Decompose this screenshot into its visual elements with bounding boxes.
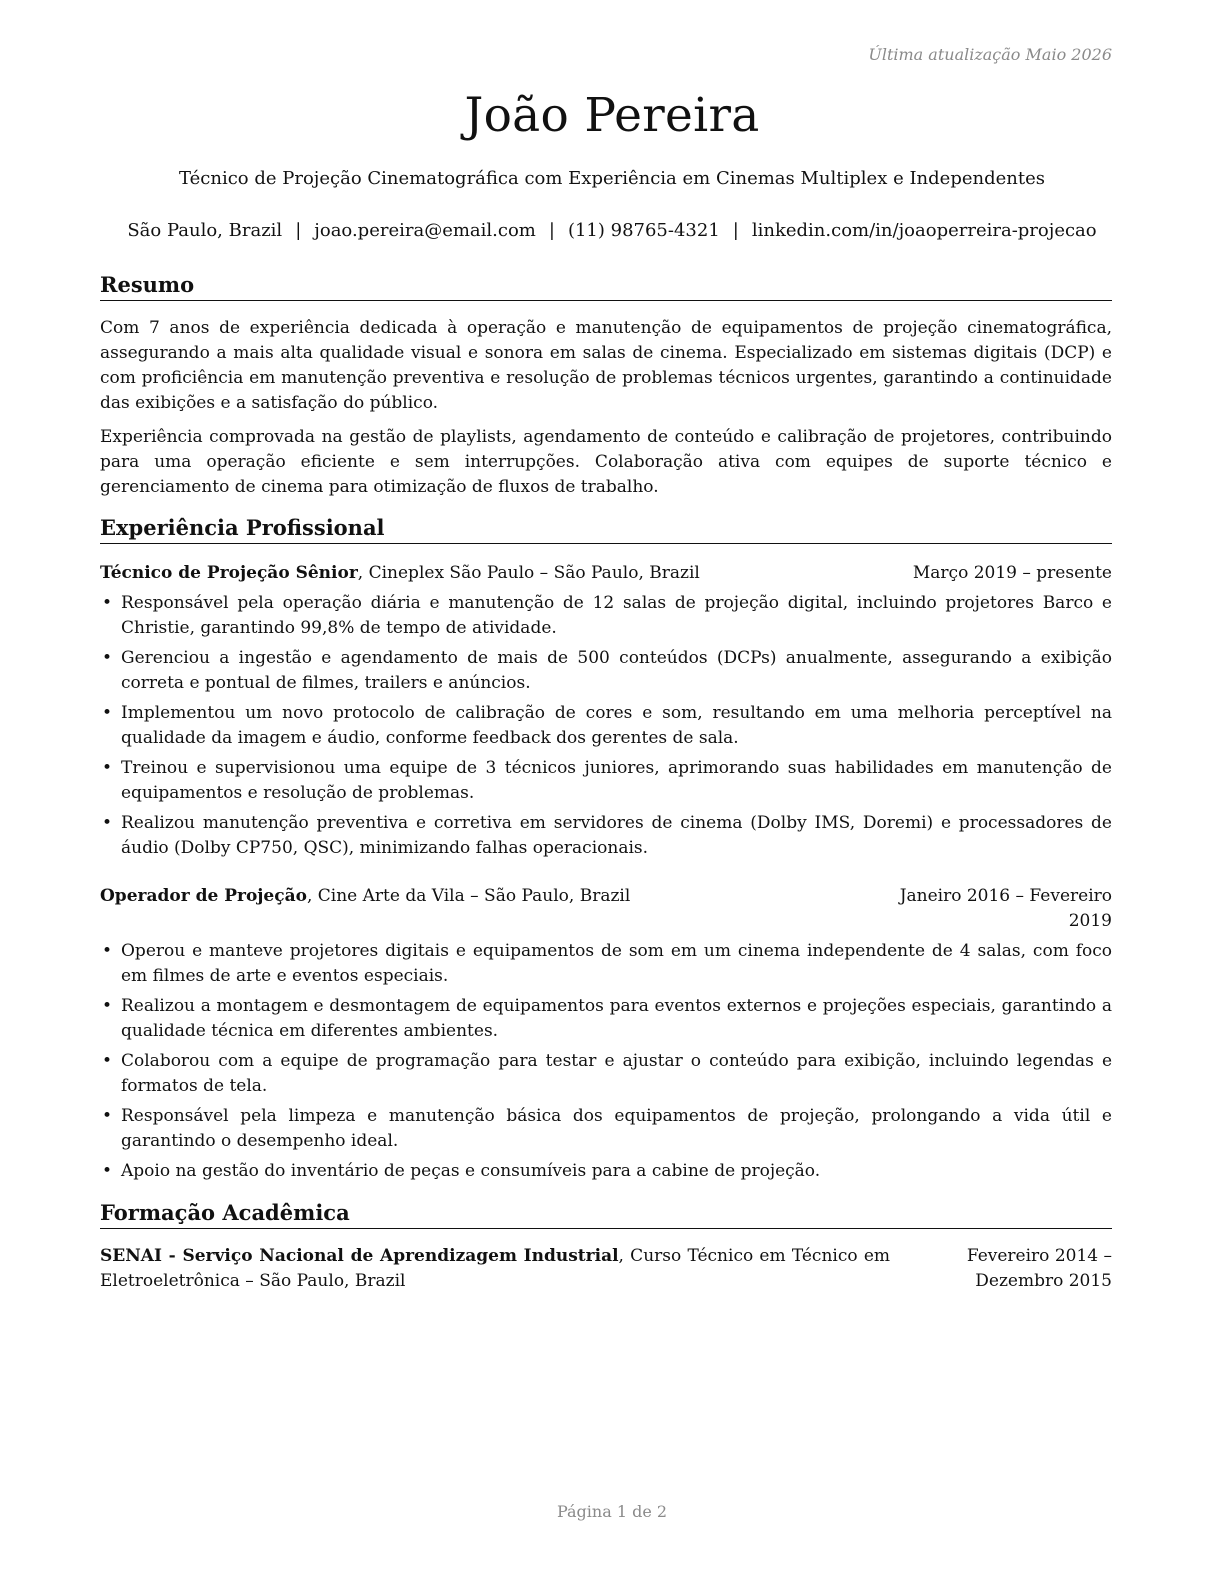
section-heading-summary: Resumo bbox=[100, 272, 1112, 301]
job-header bbox=[100, 884, 1112, 934]
section-heading-experience: Experiência Profissional bbox=[100, 515, 1112, 544]
job-dates: Março 2019 – presente bbox=[912, 563, 1112, 583]
contact-separator: | bbox=[732, 220, 739, 241]
contact-phone[interactable]: (11) 98765-4321 bbox=[567, 220, 720, 241]
list-item: • Responsável pela operação diária e manutenção de 12 salas de projeção digital, incluindo projetores Barco e Christie, garantindo 99,8% de tempo de atividade. bbox=[100, 591, 1112, 641]
summary-paragraph: Experiência comprovada na gestão de playlists, agendamento de conteúdo e calibração de projetores, contribuindo para uma operação eficiente e sem interrupções. Colaboração ativa com equipes de suporte técnico e gerenciamento de cinema para otimização de fluxos de trabalho. bbox=[100, 427, 1112, 497]
education-institution: SENAI - Serviço Nacional de Aprendizagem Industrial bbox=[100, 1246, 619, 1266]
job-title: Operador de Projeção bbox=[100, 886, 307, 906]
summary-paragraph: Com 7 anos de experiência dedicada à operação e manutenção de equipamentos de projeção cinematográfica, assegurando a mais alta qualidade visual e sonora em salas de cinema. Especializado em sistemas digitais (DCP) e com proficiência em manutenção preventiva e resolução de problemas técnicos urgentes, garantindo a continuidade das exibições e a satisfação do público. bbox=[100, 318, 1112, 413]
job-entry bbox=[100, 884, 1112, 1184]
contact-linkedin-link[interactable]: linkedin.com/in/joaoperreira-projecao bbox=[751, 220, 1097, 241]
list-item: • Gerenciou a ingestão e agendamento de mais de 500 conteúdos (DCPs) anualmente, assegurando a exibição correta e pontual de filmes, trailers e anúncios. bbox=[100, 646, 1112, 696]
section-heading-education: Formação Acadêmica bbox=[100, 1200, 1112, 1229]
education-section bbox=[100, 1200, 1112, 1294]
page-number: Página 1 de 2 bbox=[556, 1502, 668, 1521]
contact-line bbox=[0, 220, 1224, 241]
contact-separator: | bbox=[295, 220, 302, 241]
list-item: • Implementou um novo protocolo de calibração de cores e som, resultando em uma melhoria perceptível na qualidade da imagem e áudio, conforme feedback dos gerentes de sala. bbox=[100, 701, 1112, 751]
job-organization: , Cineplex São Paulo – São Paulo, Brazil bbox=[357, 563, 700, 583]
list-item: • Apoio na gestão do inventário de peças e consumíveis para a cabine de projeção. bbox=[100, 1159, 1112, 1184]
list-item: • Realizou manutenção preventiva e corretiva em servidores de cinema (Dolby IMS, Doremi) e processadores de áudio (Dolby CP750, QSC), minimizando falhas operacionais. bbox=[100, 811, 1112, 861]
education-entry bbox=[100, 1244, 1112, 1294]
contact-separator: | bbox=[548, 220, 555, 241]
professional-headline: Técnico de Projeção Cinematográfica com Experiência em Cinemas Multiplex e Independentes bbox=[179, 168, 1045, 189]
education-dates: Fevereiro 2014 – Dezembro 2015 bbox=[966, 1246, 1112, 1291]
job-bullets bbox=[100, 939, 1112, 1184]
list-item: • Treinou e supervisionou uma equipe de 3 técnicos juniores, aprimorando suas habilidades em manutenção de equipamentos e resolução de problemas. bbox=[100, 756, 1112, 806]
list-item: • Colaborou com a equipe de programação para testar e ajustar o conteúdo para exibição, incluindo legendas e formatos de tela. bbox=[100, 1049, 1112, 1099]
job-title: Técnico de Projeção Sênior bbox=[100, 563, 358, 583]
job-organization: , Cine Arte da Vila – São Paulo, Brazil bbox=[306, 886, 631, 906]
job-dates: Janeiro 2016 – Fevereiro 2019 bbox=[899, 886, 1112, 931]
last-updated: Última atualização Maio 2026 bbox=[868, 45, 1112, 64]
candidate-name: João Pereira bbox=[464, 88, 760, 143]
contact-email-link[interactable]: joao.pereira@email.com bbox=[314, 220, 536, 241]
list-item: • Responsável pela limpeza e manutenção básica dos equipamentos de projeção, prolongando a vida útil e garantindo o desempenho ideal. bbox=[100, 1104, 1112, 1154]
job-header bbox=[100, 561, 1112, 586]
experience-section bbox=[100, 515, 1112, 1184]
job-bullets bbox=[100, 591, 1112, 861]
contact-location: São Paulo, Brazil bbox=[127, 220, 283, 241]
summary-section bbox=[100, 272, 1112, 500]
education-course: , Curso Técnico em Técnico em Eletroeletrônica – São Paulo, Brazil bbox=[100, 1246, 890, 1291]
job-entry bbox=[100, 561, 1112, 861]
list-item: • Realizou a montagem e desmontagem de equipamentos para eventos externos e projeções especiais, garantindo a qualidade técnica em diferentes ambientes. bbox=[100, 994, 1112, 1044]
list-item: • Operou e manteve projetores digitais e equipamentos de som em um cinema independente de 4 salas, com foco em filmes de arte e eventos especiais. bbox=[100, 939, 1112, 989]
